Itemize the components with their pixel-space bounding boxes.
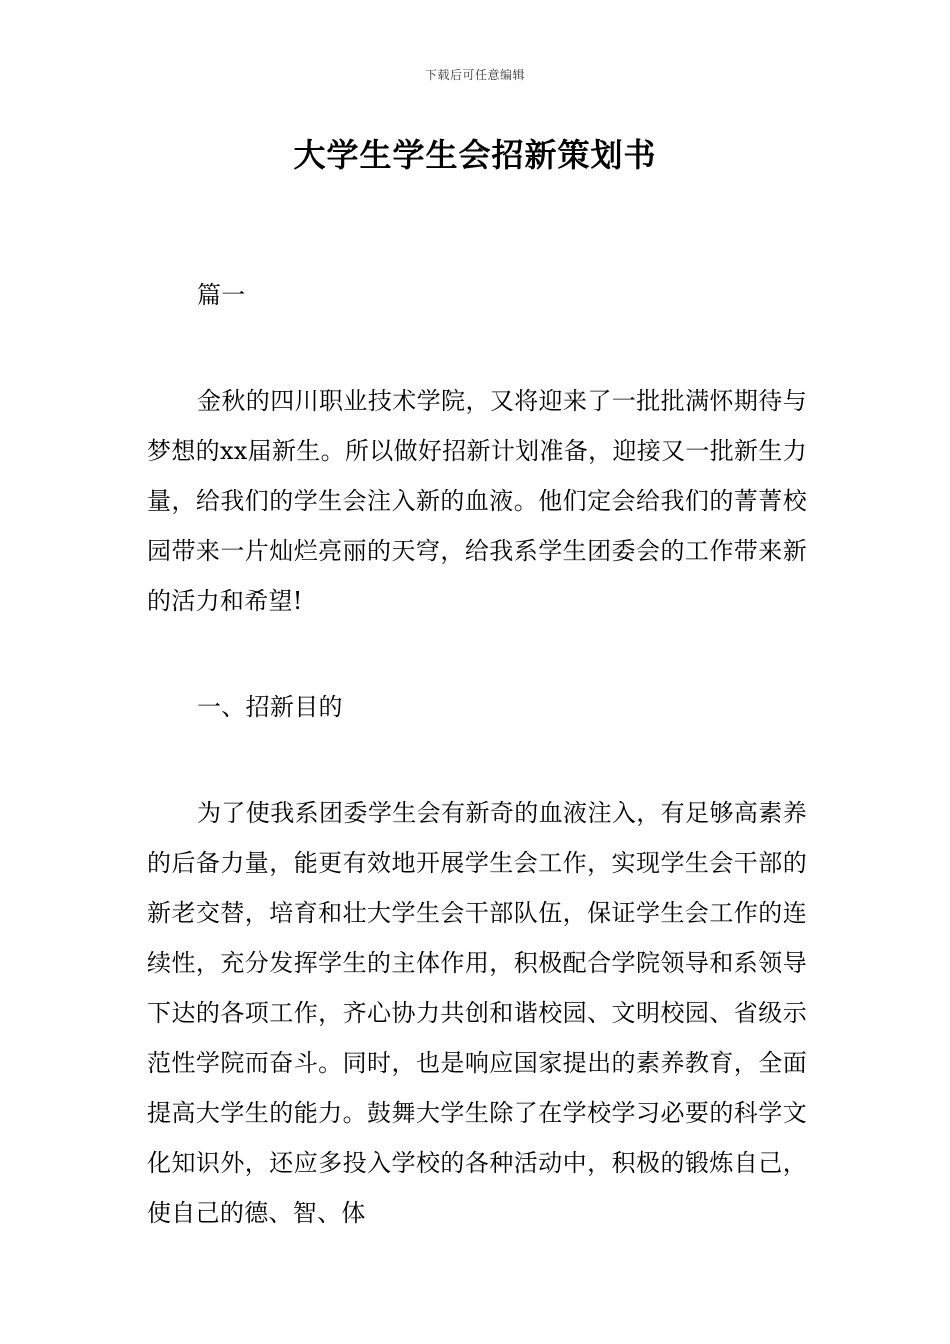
body-paragraph: 为了使我系团委学生会有新奇的血液注入，有足够高素养的后备力量，能更有效地开展学生会工作，实现学生会干部的新老交替，培育和壮大学生会干部队伍，保证学生会工作的连续性，充分发挥学生的主体作用，积极配合学院领导和系领导下达的各项工作，齐心协力共创和谐校园、文明校园、省级示范性学院而奋斗。同时，也是响应国家提出的素养教育，全面提高大学生的能力。鼓舞大学生除了在学校学习必要的科学文化知识外，还应多投入学校的各种活动中，积极的锻炼自己，使自己的德、智、体 [147, 799, 807, 1227]
section-label: 篇一 [197, 281, 246, 309]
section-heading: 一、招新目的 [197, 693, 343, 721]
header-note: 下载后可任意编辑 [424, 68, 525, 82]
document-title: 大学生学生会招新策划书 [293, 136, 657, 174]
document-body [147, 270, 807, 1238]
intro-paragraph: 金秋的四川职业技术学院，又将迎来了一批批满怀期待与梦想的xx届新生。所以做好招新计划准备，迎接又一批新生力量，给我们的学生会注入新的血液。他们定会给我们的菁菁校园带来一片灿烂亮丽的天穹，给我系学生团委会的工作带来新的活力和希望! [147, 387, 807, 615]
